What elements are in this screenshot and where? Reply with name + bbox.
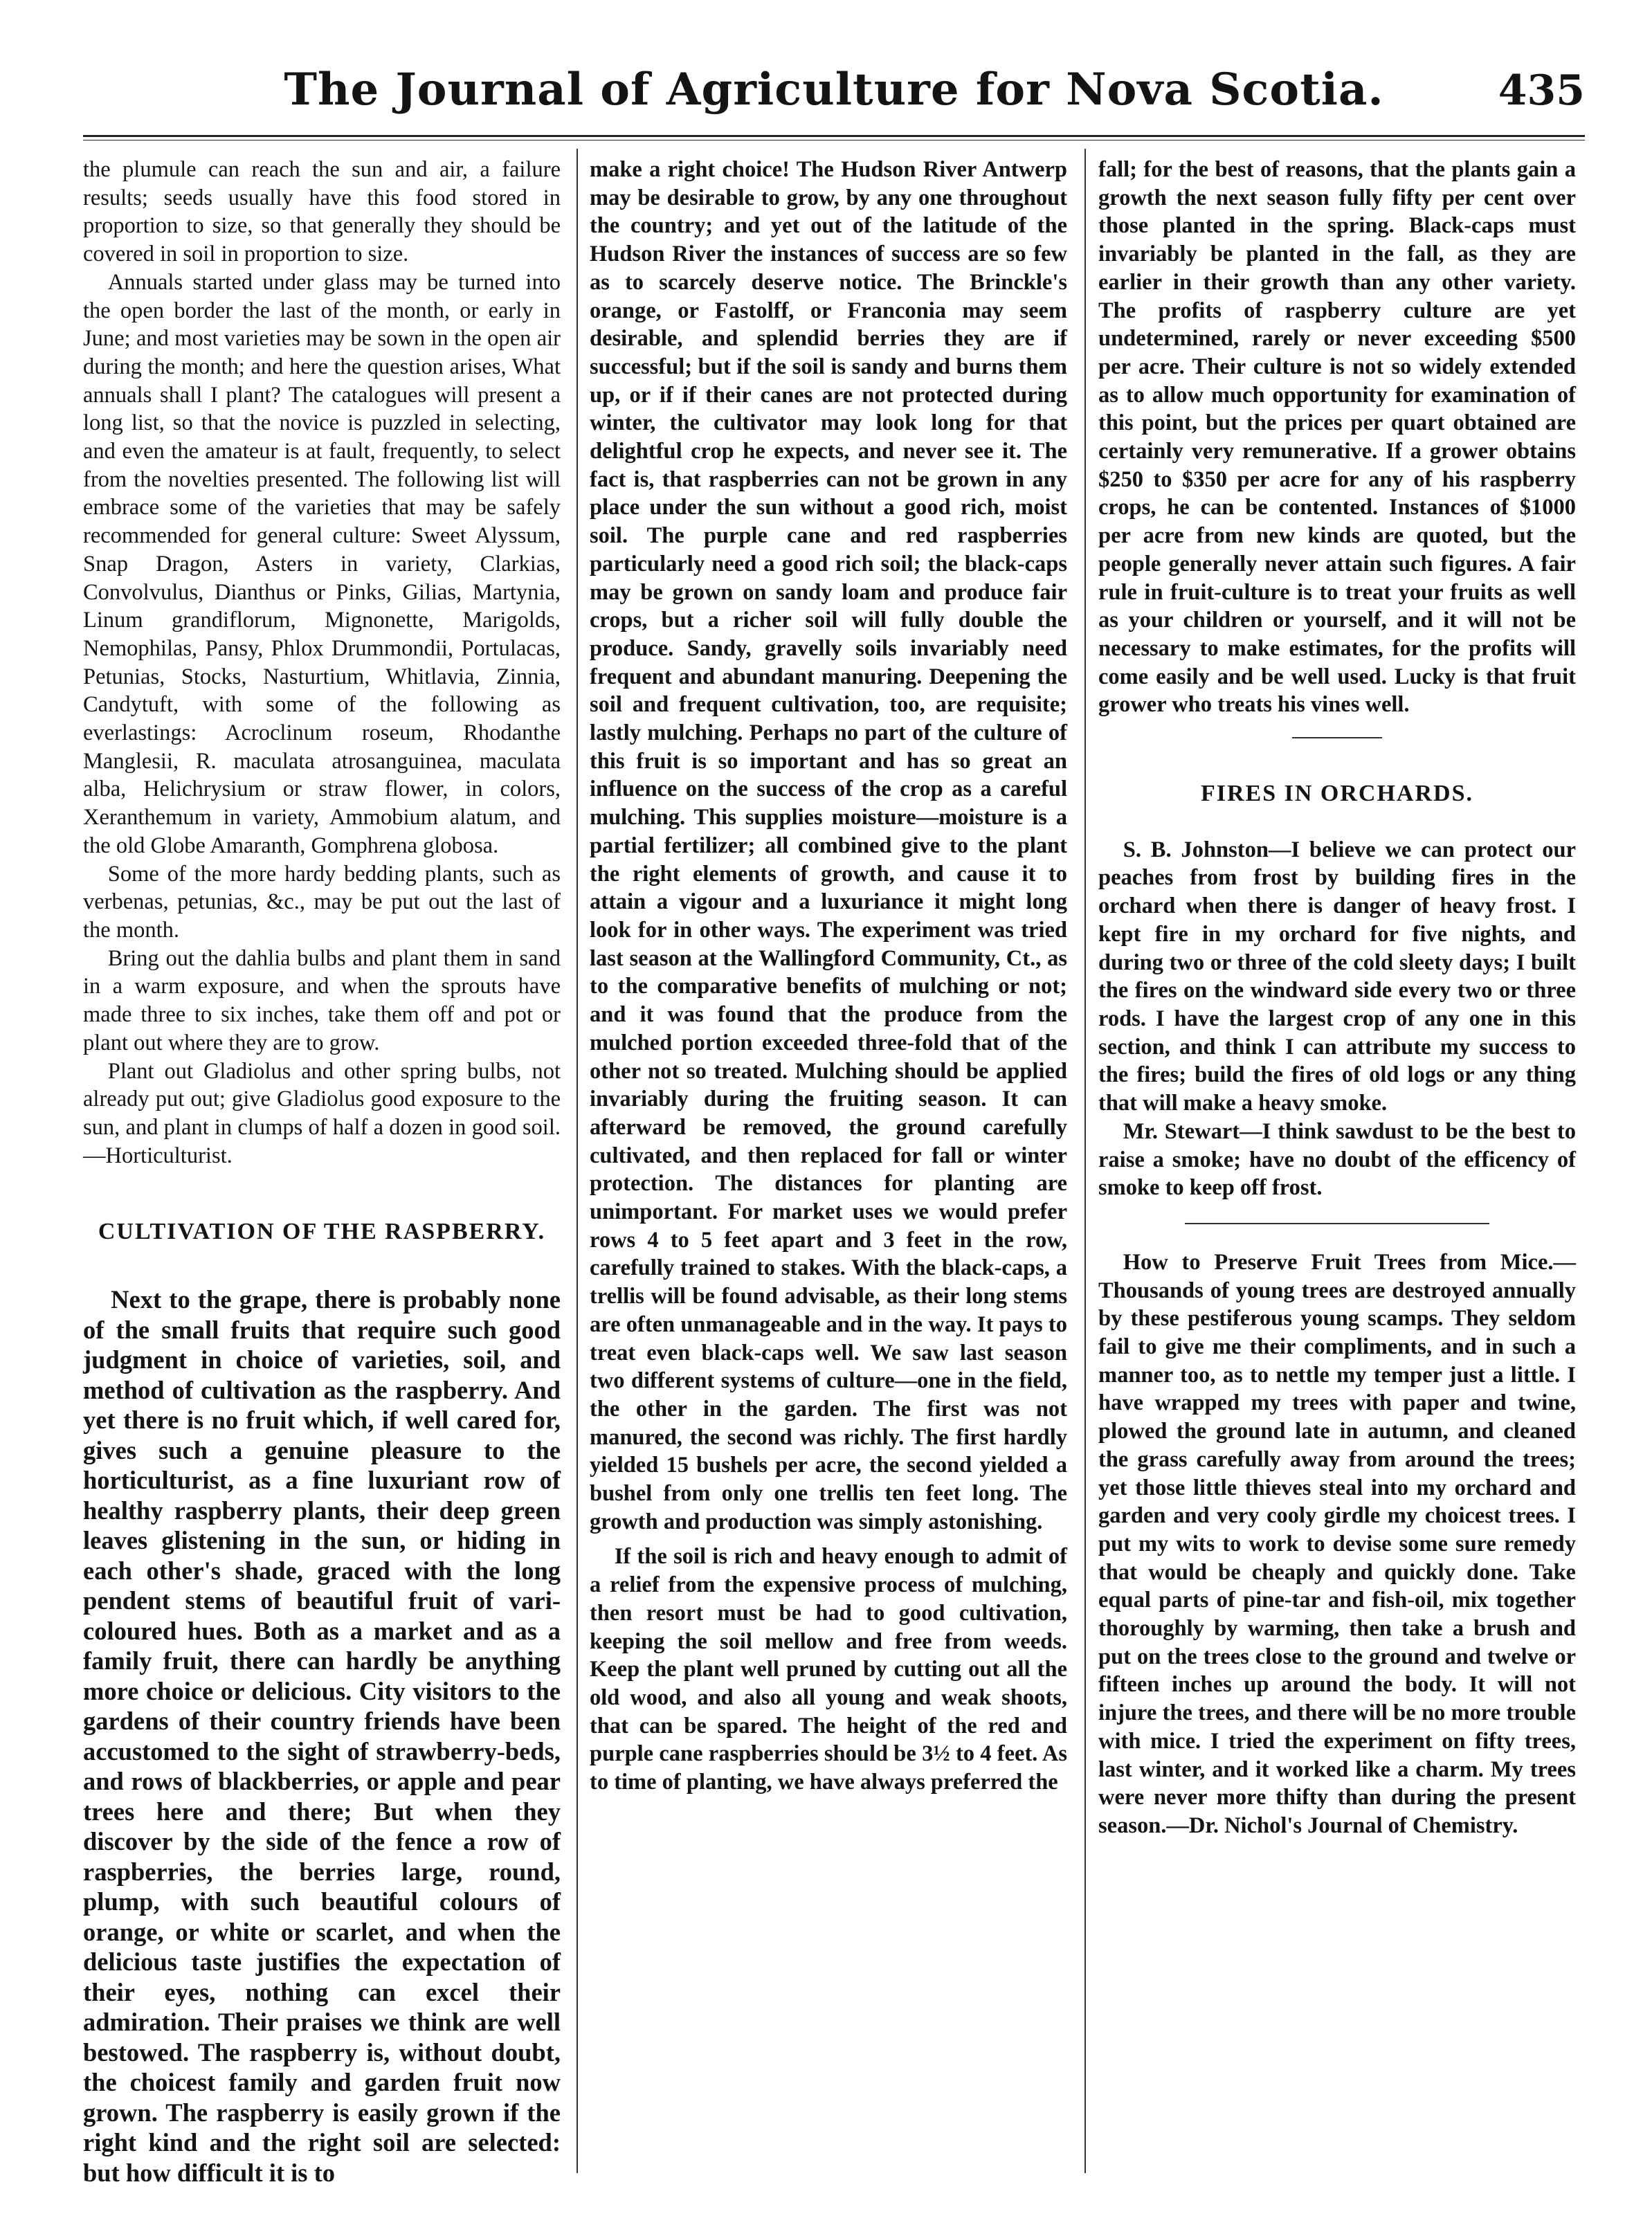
paragraph: the plumule can reach the sun and air, a failure results; seeds usually have this food stored in proportion to size, so that generally they should be covered in soil in proportion to size. [83,157,561,267]
header-rule [83,135,1585,140]
paragraph: Some of the more hardy bedding plants, such as verbenas, petunias, &c., may be put out the last of the month. [83,861,561,943]
paragraph: If the soil is rich and heavy enough to admit of a relief from the expensive process of mulching, then resort must be had to good cultivation, keeping the soil mellow and free from weeds. Keep the plant well pruned by cutting out all the old wood, and also all young and weak shoots, that can be spared. The height of the red and purple cane raspberries should be 3½ to 4 feet. As to time of planting, we have always preferred the [590,1544,1067,1795]
column-2 [590,156,1067,1797]
page-number: 435 [1498,66,1585,115]
column-3 [1098,156,1576,1840]
column-1 [83,156,561,2188]
column-rule-1 [577,149,578,2173]
journal-title: The Journal of Agriculture for Nova Scotia. [284,64,1384,116]
section-divider [1185,1223,1489,1224]
paragraph: make a right choice! The Hudson River Antwerp may be desirable to grow, by any one throughout the country; and yet out of the latitude of the Hudson River the instances of success are so few as to scarcely deserve notice. The Brinckle's orange, or Fastolff, or Franconia may seem desirable, and splendid berries they are if successful; but if the soil is sandy and burns them up, or if if their canes are not protected during winter, the cultivator may look long for that delightful crop he expects, and never see it. The fact is, that raspberries can not be grown in any place under the sun without a good rich, moist soil. The purple cane and red raspberries particularly need a good rich soil; the black-caps may be grown on sandy loam and produce fair crops, but a richer soil will fully double the produce. Sandy, gravelly soils invariably need frequent and abundant manuring. Deepening the soil and frequent cultivation, too, are requisite; lastly mulching. Perhaps no part of the culture of this fruit is so important and has so great an influence on the success of the crop as a careful mulching. This supplies moisture—moisture is a partial fertilizer; all combined give to the plant the right elements of growth, and cause it to attain a vigour and a luxuriance it might long look for in other ways. The experiment was tried last season at the Wallingford Community, Ct., as to the comparative benefits of mulching or not; and it was found that the produce from the mulched portion exceeded three-fold that of the other not so treated. Mulching should be applied invariably during the fruiting season. It can afterward be removed, the ground carefully cultivated, and then replaced for fall or winter protection. The distances for planting are unimportant. For market uses we would prefer rows 4 to 5 feet apart and 3 feet in the row, carefully trained to stakes. With the black-caps, a trellis will be found advisable, as their long stems are often unmanageable and in the way. It pays to treat even black-caps well. We saw last season two different systems of culture—one in the field, the other in the garden. The first was not manured, the second was richly. The first hardly yielded 15 bushels per acre, the second yielded a bushel from only one trellis ten feet long. The growth and production was simply astonishing. [590,157,1067,1534]
paragraph: fall; for the best of reasons, that the plants gain a growth the next season fully fifty per cent over those planted in the spring. Black-caps must invariably be planted in the fall, as they are earlier in their growth than any other variety. The profits of raspberry culture are yet undetermined, rarely or never exceeding $500 per acre. Their culture is not so widely extended as to allow much opportunity for examination of this point, but the prices per quart obtained are certainly very remunerative. If a grower obtains $250 to $350 per acre for any of his raspberry crops, he can be contented. Instances of $1000 per acre from new kinds are quoted, but the people generally never attain such figures. A fair rule in fruit-culture is to treat your fruits as well as your children or yourself, and it will not be necessary to make estimates, for the profits will come easily and be well used. Lucky is that fruit grower who treats his vines well. [1098,157,1576,718]
paragraph: Plant out Gladiolus and other spring bulbs, not already put out; give Gladiolus good exposure to the sun, and plant in clumps of half a dozen in good soil.—Horticulturist. [83,1058,561,1168]
column-rule-2 [1084,149,1086,2173]
paragraph: Next to the grape, there is probably none of the small fruits that require such good judgment in choice of varieties, soil, and method of cultivation as the raspberry. And yet there is no fruit which, if well cared for, gives such a genuine pleasure to the horticulturist, as a fine luxuriant row of healthy raspberry plants, their deep green leaves glistening in the sun, or hiding in each other's shade, graced with the long pendent stems of beautiful fruit of vari-coloured hues. Both as a market and as a family fruit, there can hardly be anything more choice or delicious. City visitors to the gardens of their country friends have been accustomed to the sight of strawberry-beds, and rows of blackberries, or apple and pear trees here and there; But when they discover by the side of the fence a row of raspberries, the berries large, round, plump, with such beautiful colours of orange, or white or scarlet, and when the delicious taste justifies the expectation of their eyes, nothing can excel their admiration. Their praises we think are well bestowed. The raspberry is, without doubt, the choicest family and garden fruit now grown. The raspberry is easily grown if the right kind and the right soil are selected: but how difficult it is to [83,1285,561,2187]
paragraph: S. B. Johnston—I believe we can protect our peaches from frost by building fires in the orchard when there is danger of heavy frost. I kept fire in my orchard for five nights, and during two or three of the cold sleety days; I built the fires on the windward side every two or three rods. I have the largest crop of any one in this section, and think I can attribute my success to the fires; build the fires of old logs or any thing that will make a heavy smoke. [1098,837,1576,1116]
paragraph: Bring out the dahlia bulbs and plant them in sand in a warm exposure, and when the sprouts have made three to six inches, take them off and pot or plant out where they are to grow. [83,945,561,1055]
paragraph: How to Preserve Fruit Trees from Mice.—Thousands of young trees are destroyed annually by these pestiferous young scamps. They seldom fail to give me their compliments, and in such a manner too, as to nettle my temper just a little. I have wrapped my trees with paper and twine, plowed the ground late in autumn, and cleaned the grass carefully away from around the trees; yet those little thieves steal into my orchard and garden and very cooly girdle my choicest trees. I put my wits to work to devise some sure remedy that would be cheaply and quickly done. Take equal parts of pine-tar and fish-oil, mix together thoroughly by warming, then take a brush and put on the trees close to the ground and twelve or fifteen inches up around the body. It will not injure the trees, and there will be no more trouble with mice. I tried the experiment on fifty trees, last winter, and it worked like a charm. My trees were never more thifty than during the present season.—Dr. Nichol's Journal of Chemistry. [1098,1249,1576,1838]
section-divider [1292,737,1382,738]
article-heading-raspberry: CULTIVATION OF THE RASPBERRY. [98,1219,546,1245]
running-head [83,64,1585,140]
paragraph: Annuals started under glass may be turned into the open border the last of the month, or early in June; and most varieties may be sown in the open air during the month; and here the question arises, What annuals shall I plant? The catalogues will present a long list, so that the novice is puzzled in selecting, and even the amateur is at fault, frequently, to select from the novelties presented. The following list will embrace some of the varieties that may be safely recommended for general culture: Sweet Alyssum, Snap Dragon, Asters in variety, Clarkias, Convolvulus, Dianthus or Pinks, Gilias, Martynia, Linum grandiflorum, Mignonette, Marigolds, Nemophilas, Pansy, Phlox Drummondii, Portulacas, Petunias, Stocks, Nasturtium, Whitlavia, Zinnia, Candytuft, with some of the following as everlastings: Acroclinum roseum, Rhodanthe Manglesii, R. maculata atrosanguinea, maculata alba, Helichrysium or straw flower, in colors, Xeranthemum in variety, Ammobium alatum, and the old Globe Amaranth, Gomphrena globosa. [83,269,561,858]
article-heading-fires: FIRES IN ORCHARDS. [1201,781,1473,807]
paragraph: Mr. Stewart—I think sawdust to be the best to raise a smoke; have no doubt of the efficency of smoke to keep off frost. [1098,1118,1576,1201]
